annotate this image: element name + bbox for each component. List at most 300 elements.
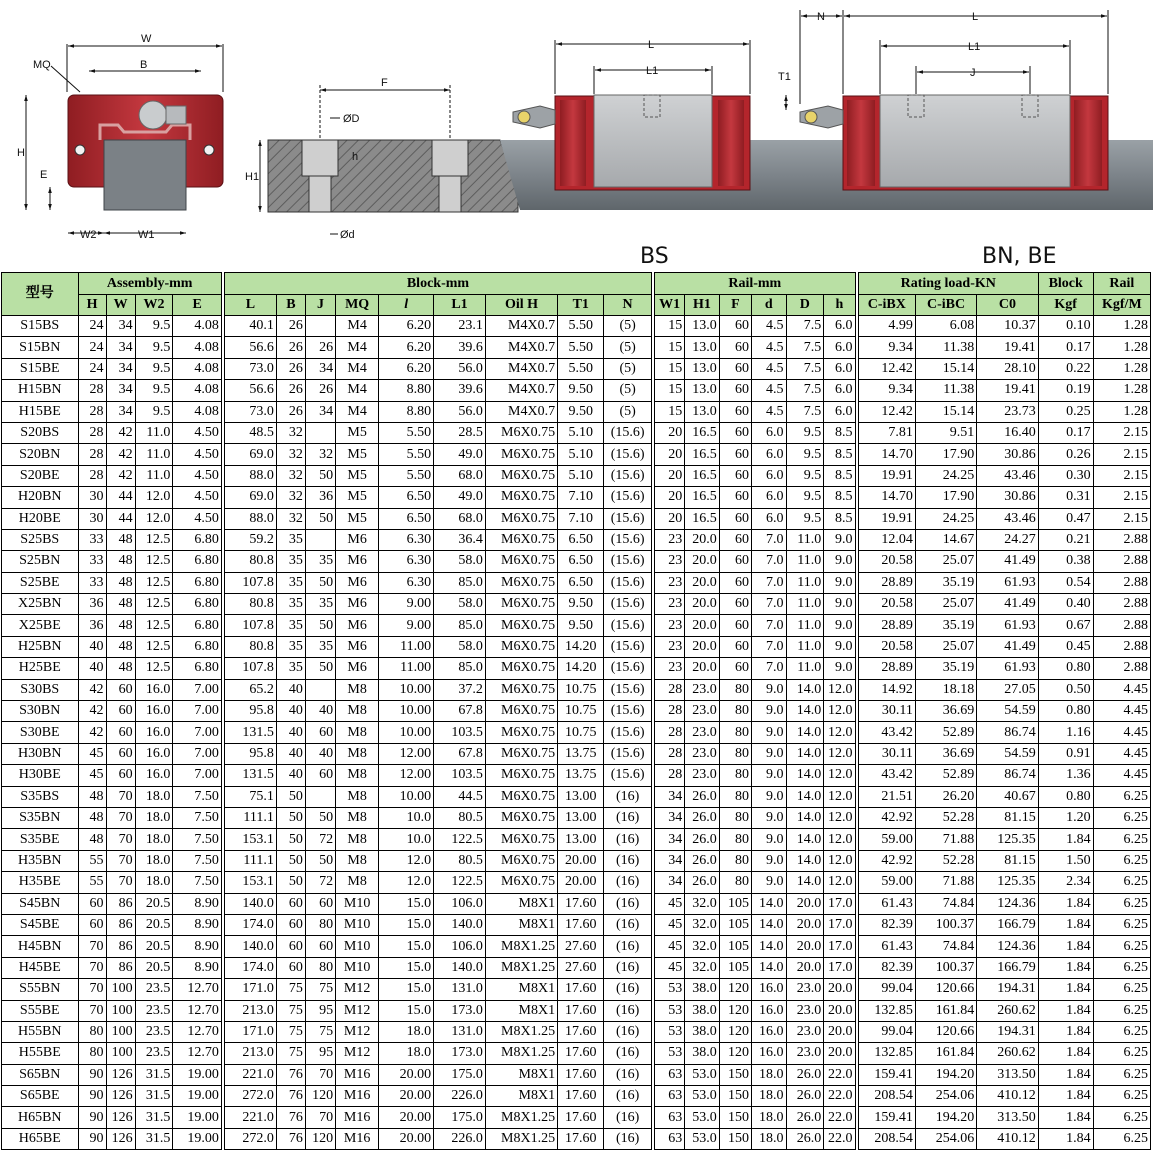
- dim-label-J: J: [970, 67, 976, 79]
- table-cell: 53.0: [685, 1128, 719, 1149]
- table-cell: 28: [78, 422, 106, 443]
- table-cell: 99.04: [858, 1021, 915, 1042]
- caption-bn-be: BN, BE: [982, 244, 1057, 269]
- table-cell: 9.5: [786, 487, 824, 508]
- table-cell: 14.20: [558, 636, 604, 657]
- table-cell: 100.37: [915, 957, 976, 978]
- table-cell: 0.17: [1038, 422, 1093, 443]
- table-cell: 150: [719, 1086, 751, 1107]
- table-cell: 13.0: [685, 380, 719, 401]
- table-cell: M12: [336, 1021, 379, 1042]
- table-cell: M6X0.75: [485, 872, 557, 893]
- table-cell: 50: [305, 572, 335, 593]
- table-cell: M10: [336, 936, 379, 957]
- table-cell: (5): [604, 337, 651, 358]
- table-cell: 23.5: [135, 979, 173, 1000]
- model-cell: S45BN: [2, 893, 79, 914]
- table-cell: 20.0: [685, 594, 719, 615]
- table-row: [2, 401, 1151, 422]
- table-cell: 40.1: [225, 316, 277, 337]
- table-cell: 35.19: [915, 658, 976, 679]
- table-cell: 126: [106, 1107, 135, 1128]
- table-cell: 1.84: [1038, 1107, 1093, 1128]
- table-cell: 7.5: [786, 316, 824, 337]
- table-cell: 45: [78, 765, 106, 786]
- table-row: [2, 508, 1151, 529]
- table-cell: 4.5: [752, 316, 786, 337]
- table-cell: 17.60: [558, 914, 604, 935]
- table-cell: 72: [305, 872, 335, 893]
- table-cell: 61.43: [858, 936, 915, 957]
- table-cell: 17.60: [558, 1064, 604, 1085]
- table-cell: 28: [655, 743, 685, 764]
- table-row: [2, 422, 1151, 443]
- table-cell: 26: [305, 337, 335, 358]
- table-cell: 36.69: [915, 743, 976, 764]
- table-row: [2, 658, 1151, 679]
- table-cell: 48: [106, 615, 135, 636]
- table-cell: 63: [655, 1064, 685, 1085]
- table-cell: (16): [604, 979, 651, 1000]
- table-cell: 7.50: [173, 786, 222, 807]
- table-cell: 120: [719, 1000, 751, 1021]
- table-cell: 86: [106, 957, 135, 978]
- table-cell: 213.0: [225, 1043, 277, 1064]
- table-cell: 58.0: [434, 636, 486, 657]
- table-cell: 35: [276, 615, 305, 636]
- table-cell: 30: [78, 508, 106, 529]
- table-cell: 106.0: [434, 936, 486, 957]
- table-cell: 6.0: [824, 337, 855, 358]
- table-cell: 8.5: [824, 487, 855, 508]
- table-cell: 20.5: [135, 893, 173, 914]
- table-cell: 4.50: [173, 422, 222, 443]
- table-row: [2, 893, 1151, 914]
- table-cell: 80: [719, 786, 751, 807]
- group-header: Assembly-mm: [78, 273, 221, 295]
- dim-label-h: h: [352, 151, 359, 163]
- table-cell: 45: [655, 914, 685, 935]
- table-cell: 19.91: [858, 508, 915, 529]
- table-cell: 35: [305, 636, 335, 657]
- table-cell: 53.0: [685, 1107, 719, 1128]
- table-cell: 48: [106, 551, 135, 572]
- table-cell: 6.80: [173, 594, 222, 615]
- column-header: L1: [434, 295, 486, 316]
- table-cell: 12.0: [135, 508, 173, 529]
- table-cell: 12.5: [135, 615, 173, 636]
- table-cell: 50: [276, 807, 305, 828]
- table-cell: 7.0: [752, 615, 786, 636]
- table-cell: 18.18: [915, 679, 976, 700]
- table-row: [2, 465, 1151, 486]
- table-cell: 8.90: [173, 893, 222, 914]
- table-cell: M8: [336, 679, 379, 700]
- table-cell: 5.10: [558, 465, 604, 486]
- table-cell: 7.50: [173, 829, 222, 850]
- table-cell: 15.0: [379, 893, 434, 914]
- table-cell: 1.84: [1038, 829, 1093, 850]
- table-cell: (15.6): [604, 529, 651, 550]
- table-cell: 120: [719, 979, 751, 1000]
- table-cell: 28: [78, 401, 106, 422]
- table-cell: (16): [604, 936, 651, 957]
- table-cell: 60: [719, 422, 751, 443]
- table-cell: 25.07: [915, 594, 976, 615]
- group-header: Block: [1038, 273, 1093, 295]
- table-cell: 26.0: [786, 1086, 824, 1107]
- table-cell: 60: [719, 337, 751, 358]
- table-cell: 208.54: [858, 1086, 915, 1107]
- table-cell: 58.0: [434, 551, 486, 572]
- table-cell: 95.8: [225, 701, 277, 722]
- table-cell: 4.08: [173, 358, 222, 379]
- table-cell: 10.00: [379, 786, 434, 807]
- table-cell: 2.88: [1093, 636, 1150, 657]
- table-row: [2, 337, 1151, 358]
- table-cell: 17.60: [558, 1128, 604, 1149]
- table-cell: M5: [336, 465, 379, 486]
- table-cell: 4.45: [1093, 765, 1150, 786]
- table-cell: 150: [719, 1107, 751, 1128]
- table-cell: 131.5: [225, 765, 277, 786]
- table-cell: 18.0: [135, 807, 173, 828]
- table-cell: 34: [305, 358, 335, 379]
- table-cell: 6.25: [1093, 786, 1150, 807]
- table-cell: 12.00: [379, 765, 434, 786]
- table-cell: M6X0.75: [485, 679, 557, 700]
- table-cell: 7.0: [752, 594, 786, 615]
- table-cell: 50: [276, 829, 305, 850]
- table-cell: 17.0: [824, 957, 855, 978]
- table-cell: 59.00: [858, 829, 915, 850]
- table-cell: 34: [655, 850, 685, 871]
- table-cell: 69.0: [225, 444, 277, 465]
- table-cell: 6.50: [558, 551, 604, 572]
- table-cell: 52.28: [915, 807, 976, 828]
- table-cell: 53: [655, 979, 685, 1000]
- table-cell: 55: [78, 850, 106, 871]
- table-cell: M4X0.7: [485, 316, 557, 337]
- table-cell: 14.0: [786, 807, 824, 828]
- table-cell: 20.00: [379, 1064, 434, 1085]
- table-cell: 16.5: [685, 465, 719, 486]
- table-cell: 13.0: [685, 401, 719, 422]
- table-cell: 36: [78, 615, 106, 636]
- table-cell: M4: [336, 358, 379, 379]
- table-cell: 12.0: [824, 743, 855, 764]
- table-cell: 9.5: [135, 401, 173, 422]
- table-cell: 36: [78, 594, 106, 615]
- table-cell: 28: [655, 701, 685, 722]
- table-cell: 12.0: [824, 872, 855, 893]
- dim-label-B: B: [140, 59, 148, 71]
- table-row: [2, 594, 1151, 615]
- table-cell: 6.50: [379, 508, 434, 529]
- table-cell: 7.50: [173, 872, 222, 893]
- table-cell: 20: [655, 465, 685, 486]
- table-cell: M5: [336, 444, 379, 465]
- table-cell: 0.38: [1038, 551, 1093, 572]
- model-cell: H15BN: [2, 380, 79, 401]
- column-header: N: [604, 295, 651, 316]
- table-cell: 8.90: [173, 936, 222, 957]
- table-cell: 175.0: [434, 1107, 486, 1128]
- table-cell: 10.00: [379, 722, 434, 743]
- table-cell: M12: [336, 1000, 379, 1021]
- table-cell: M12: [336, 1043, 379, 1064]
- table-cell: 15.0: [379, 1000, 434, 1021]
- table-cell: 7.5: [786, 380, 824, 401]
- table-cell: 17.60: [558, 979, 604, 1000]
- table-cell: 111.1: [225, 807, 277, 828]
- table-cell: M8X1: [485, 979, 557, 1000]
- table-cell: 14.70: [858, 444, 915, 465]
- group-header: Rating load-KN: [858, 273, 1038, 295]
- table-cell: (15.6): [604, 701, 651, 722]
- table-cell: 1.84: [1038, 914, 1093, 935]
- table-cell: 8.90: [173, 914, 222, 935]
- table-cell: 16.0: [752, 979, 786, 1000]
- table-cell: 52.28: [915, 850, 976, 871]
- table-cell: 60: [106, 743, 135, 764]
- table-cell: M10: [336, 957, 379, 978]
- table-cell: 410.12: [977, 1086, 1038, 1107]
- table-cell: 23.5: [135, 1043, 173, 1064]
- table-cell: 6.25: [1093, 1128, 1150, 1149]
- table-cell: (5): [604, 401, 651, 422]
- table-cell: 70: [106, 786, 135, 807]
- table-cell: 1.84: [1038, 893, 1093, 914]
- table-cell: 4.45: [1093, 679, 1150, 700]
- table-cell: 19.00: [173, 1128, 222, 1149]
- table-cell: 0.50: [1038, 679, 1093, 700]
- table-cell: 50: [276, 872, 305, 893]
- table-cell: M5: [336, 508, 379, 529]
- table-cell: 32: [276, 487, 305, 508]
- table-cell: 60: [78, 893, 106, 914]
- table-cell: 72: [305, 829, 335, 850]
- table-cell: 53.0: [685, 1086, 719, 1107]
- table-cell: 17.60: [558, 893, 604, 914]
- table-cell: 30.86: [977, 444, 1038, 465]
- table-cell: 6.25: [1093, 1000, 1150, 1021]
- table-cell: 60: [305, 722, 335, 743]
- table-cell: 6.20: [379, 358, 434, 379]
- table-cell: 7.5: [786, 358, 824, 379]
- table-cell: M10: [336, 914, 379, 935]
- caption-bs: BS: [640, 244, 669, 269]
- table-cell: M6: [336, 594, 379, 615]
- table-cell: 76: [276, 1086, 305, 1107]
- table-cell: (15.6): [604, 551, 651, 572]
- table-cell: 6.25: [1093, 893, 1150, 914]
- group-header: Block-mm: [225, 273, 652, 295]
- table-cell: M8X1: [485, 1086, 557, 1107]
- table-cell: 20.0: [685, 551, 719, 572]
- table-cell: 19.00: [173, 1064, 222, 1085]
- table-cell: 50: [276, 850, 305, 871]
- table-cell: 85.0: [434, 615, 486, 636]
- table-row: [2, 444, 1151, 465]
- table-cell: 8.5: [824, 444, 855, 465]
- table-cell: 20.0: [824, 1021, 855, 1042]
- table-cell: M6X0.75: [485, 850, 557, 871]
- table-cell: 14.0: [786, 829, 824, 850]
- table-cell: (16): [604, 850, 651, 871]
- table-cell: 16.0: [135, 743, 173, 764]
- column-header: C0: [977, 295, 1038, 316]
- table-cell: [305, 529, 335, 550]
- column-header: h: [824, 295, 855, 316]
- table-cell: (5): [604, 316, 651, 337]
- model-cell: S55BE: [2, 1000, 79, 1021]
- table-cell: 5.10: [558, 422, 604, 443]
- dim-label-W1: W1: [138, 229, 155, 241]
- table-cell: 40: [276, 701, 305, 722]
- table-cell: 2.88: [1093, 551, 1150, 572]
- table-cell: 26: [305, 380, 335, 401]
- table-cell: 80.5: [434, 850, 486, 871]
- table-cell: 15.0: [379, 914, 434, 935]
- table-cell: 19.41: [977, 337, 1038, 358]
- table-cell: (15.6): [604, 487, 651, 508]
- table-row: [2, 914, 1151, 935]
- table-cell: 105: [719, 957, 751, 978]
- table-cell: 9.34: [858, 337, 915, 358]
- table-cell: 11.0: [786, 594, 824, 615]
- table-cell: 23.0: [685, 722, 719, 743]
- table-cell: 60: [276, 893, 305, 914]
- table-cell: 26.0: [786, 1107, 824, 1128]
- table-cell: 4.08: [173, 337, 222, 358]
- table-cell: 20.5: [135, 957, 173, 978]
- column-header: H: [78, 295, 106, 316]
- table-cell: 56.6: [225, 337, 277, 358]
- table-cell: 73.0: [225, 401, 277, 422]
- table-cell: 18.0: [752, 1107, 786, 1128]
- table-cell: 173.0: [434, 1000, 486, 1021]
- table-cell: 45: [655, 893, 685, 914]
- table-cell: M6X0.75: [485, 508, 557, 529]
- table-cell: 36.4: [434, 529, 486, 550]
- dim-label-H1: H1: [245, 171, 260, 183]
- table-cell: 20.00: [558, 850, 604, 871]
- table-cell: M6X0.75: [485, 422, 557, 443]
- column-header: W: [106, 295, 135, 316]
- table-row: [2, 743, 1151, 764]
- table-cell: 26.20: [915, 786, 976, 807]
- table-cell: 30.86: [977, 487, 1038, 508]
- table-cell: 35: [305, 551, 335, 572]
- table-cell: 42: [106, 465, 135, 486]
- table-cell: 5.50: [379, 465, 434, 486]
- side-view-bn-be: [778, 10, 1108, 269]
- table-cell: 99.04: [858, 979, 915, 1000]
- table-cell: 61.93: [977, 615, 1038, 636]
- table-cell: 124.36: [977, 936, 1038, 957]
- table-cell: 16.0: [135, 722, 173, 743]
- table-cell: 0.47: [1038, 508, 1093, 529]
- table-cell: 140.0: [225, 936, 277, 957]
- column-header: D: [786, 295, 824, 316]
- table-cell: 174.0: [225, 957, 277, 978]
- model-cell: H35BE: [2, 872, 79, 893]
- table-cell: 23.5: [135, 1000, 173, 1021]
- table-cell: 71.88: [915, 829, 976, 850]
- model-cell: X25BN: [2, 594, 79, 615]
- table-cell: 6.25: [1093, 807, 1150, 828]
- table-cell: 221.0: [225, 1107, 277, 1128]
- table-cell: M8: [336, 850, 379, 871]
- table-cell: 76: [276, 1064, 305, 1085]
- model-cell: H45BN: [2, 936, 79, 957]
- dim-label-L-bs: L: [648, 39, 655, 51]
- table-cell: 208.54: [858, 1128, 915, 1149]
- table-row: [2, 358, 1151, 379]
- table-cell: 4.5: [752, 358, 786, 379]
- table-cell: 95.8: [225, 743, 277, 764]
- column-header: Kgf/M: [1093, 295, 1150, 316]
- table-cell: M8X1.25: [485, 957, 557, 978]
- table-cell: 7.0: [752, 636, 786, 657]
- table-cell: 410.12: [977, 1128, 1038, 1149]
- column-header: H1: [685, 295, 719, 316]
- table-cell: 12.0: [824, 850, 855, 871]
- table-cell: 105: [719, 936, 751, 957]
- table-cell: M6X0.75: [485, 722, 557, 743]
- table-cell: 15.0: [379, 979, 434, 1000]
- table-cell: 226.0: [434, 1086, 486, 1107]
- table-cell: 124.36: [977, 893, 1038, 914]
- table-cell: 100: [106, 1043, 135, 1064]
- table-cell: 174.0: [225, 914, 277, 935]
- table-cell: 12.5: [135, 594, 173, 615]
- table-cell: 9.50: [558, 380, 604, 401]
- table-cell: 60: [106, 722, 135, 743]
- table-row: [2, 701, 1151, 722]
- model-cell: X25BE: [2, 615, 79, 636]
- table-cell: 35: [276, 594, 305, 615]
- table-cell: 53.0: [685, 1064, 719, 1085]
- table-cell: 20.58: [858, 636, 915, 657]
- table-cell: (16): [604, 807, 651, 828]
- column-header: W1: [655, 295, 685, 316]
- column-header: W2: [135, 295, 173, 316]
- table-cell: 80: [719, 743, 751, 764]
- table-cell: 8.5: [824, 422, 855, 443]
- table-cell: 13.75: [558, 743, 604, 764]
- table-cell: 43.46: [977, 465, 1038, 486]
- column-header: C-iBC: [915, 295, 976, 316]
- table-cell: 42: [78, 679, 106, 700]
- table-cell: 107.8: [225, 615, 277, 636]
- table-cell: 7.81: [858, 422, 915, 443]
- table-cell: 1.28: [1093, 401, 1150, 422]
- table-cell: 132.85: [858, 1043, 915, 1064]
- table-cell: 14.70: [858, 487, 915, 508]
- table-cell: 12.5: [135, 636, 173, 657]
- table-cell: 16.5: [685, 508, 719, 529]
- table-cell: 80: [719, 765, 751, 786]
- table-cell: 33: [78, 551, 106, 572]
- table-cell: 20.0: [786, 893, 824, 914]
- table-cell: 40: [276, 722, 305, 743]
- table-cell: 28: [655, 679, 685, 700]
- table-cell: 42: [106, 422, 135, 443]
- table-cell: 10.00: [379, 701, 434, 722]
- table-cell: (16): [604, 1128, 651, 1149]
